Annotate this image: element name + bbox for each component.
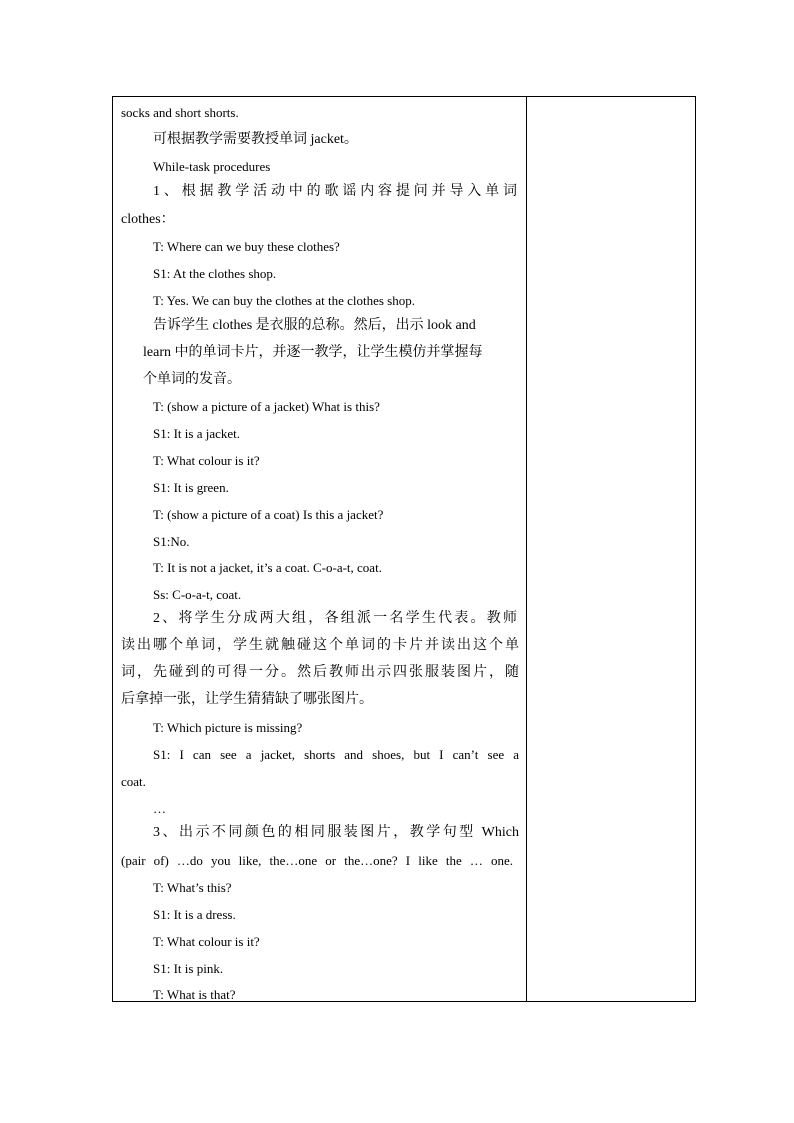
text-line: 个单词的发音。 bbox=[143, 372, 241, 387]
text-line: 词，先碰到的可得一分。然后教师出示四张服装图片，随 bbox=[121, 665, 519, 680]
dialogue-line: coat. bbox=[121, 774, 146, 789]
dialogue-line: T: (show a picture of a jacket) What is this? bbox=[153, 399, 380, 414]
dialogue-line: T: Yes. We can buy the clothes at the clothes shop. bbox=[153, 293, 415, 308]
text-line: 可根据教学需要教授单词 jacket。 bbox=[153, 132, 358, 147]
text-line: 告诉学生 clothes 是衣服的总称。然后，出示 look and bbox=[153, 318, 476, 333]
dialogue-line: T: (show a picture of a coat) Is this a jacket? bbox=[153, 507, 384, 522]
dialogue-line: S1: It is a jacket. bbox=[153, 426, 241, 441]
dialogue-line: S1: It is a dress. bbox=[153, 907, 236, 922]
dialogue-line: T: What colour is it? bbox=[153, 453, 260, 468]
dialogue-line: T: Which picture is missing? bbox=[153, 720, 303, 735]
dialogue-line: S1: At the clothes shop. bbox=[153, 266, 277, 281]
dialogue-line: Ss: C-o-a-t, coat. bbox=[153, 587, 242, 602]
notes-cell bbox=[527, 97, 695, 1001]
dialogue-line: S1:No. bbox=[153, 534, 190, 549]
text-line: 3、出示不同颜色的相同服装图片，教学句型 Which bbox=[153, 825, 519, 840]
text-line: clothes： bbox=[121, 212, 175, 227]
procedure-cell bbox=[113, 97, 526, 1001]
dialogue-line: T: It is not a jacket, it’s a coat. C-o-a-t, coat. bbox=[153, 560, 382, 575]
dialogue-line: T: What’s this? bbox=[153, 880, 232, 895]
text-line: 2、将学生分成两大组，各组派一名学生代表。教师 bbox=[153, 611, 517, 626]
dialogue-line: T: Where can we buy these clothes? bbox=[153, 239, 340, 254]
text-line: socks and short shorts. bbox=[121, 105, 239, 120]
dialogue-line: S1: I can see a jacket, shorts and shoes, but I can’t see a bbox=[153, 747, 519, 762]
lesson-plan-table bbox=[112, 96, 696, 1002]
dialogue-line: T: What colour is it? bbox=[153, 934, 260, 949]
text-line: learn 中的单词卡片，并逐一教学，让学生模仿并掌握每 bbox=[143, 345, 483, 360]
text-line: 读出哪个单词，学生就触碰这个单词的卡片并读出这个单 bbox=[121, 638, 519, 653]
section-heading: While-task procedures bbox=[153, 159, 271, 174]
dialogue-line: T: What is that? bbox=[153, 987, 236, 1002]
text-line: 后拿掉一张，让学生猜猜缺了哪张图片。 bbox=[121, 692, 373, 707]
ellipsis: … bbox=[153, 801, 166, 816]
dialogue-line: S1: It is green. bbox=[153, 480, 229, 495]
text-line: (pair of) …do you like, the…one or the…one? I like the … one. bbox=[121, 853, 513, 868]
dialogue-line: S1: It is pink. bbox=[153, 961, 224, 976]
text-line: 1、根据教学活动中的歌谣内容提问并导入单词 bbox=[153, 184, 517, 199]
